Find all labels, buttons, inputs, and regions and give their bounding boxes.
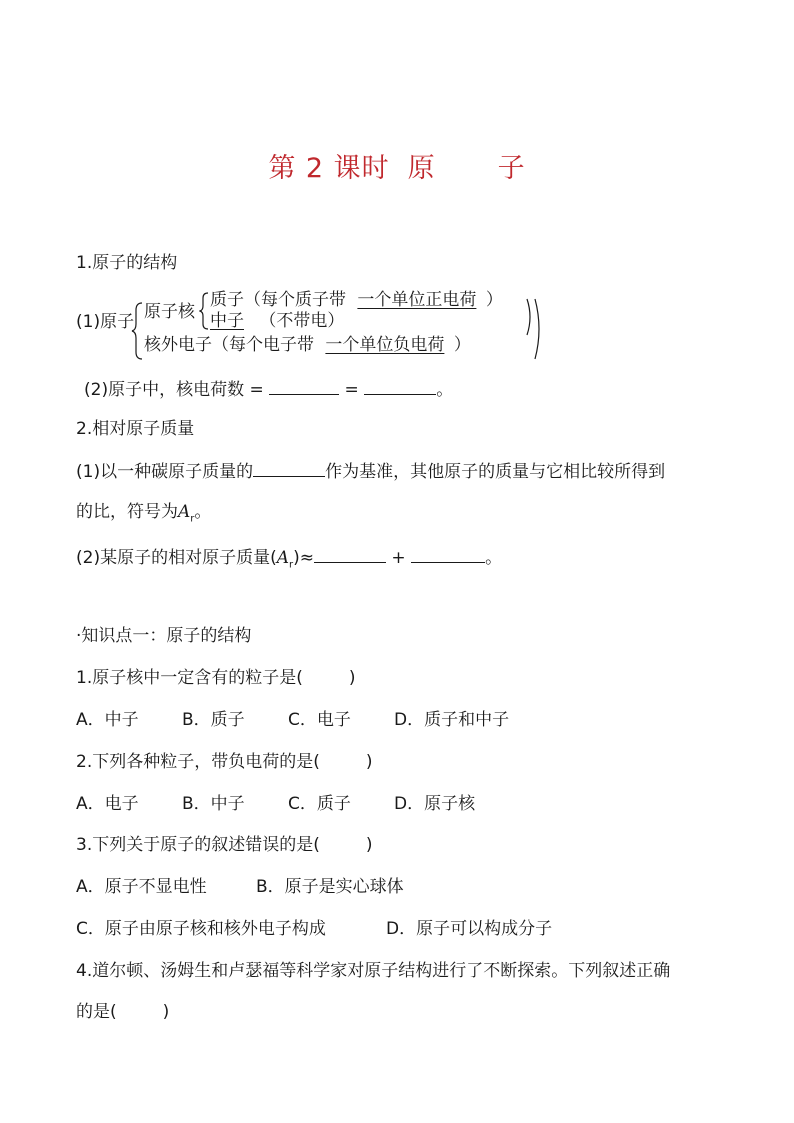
relative-mass-approx-line: [76, 548, 502, 570]
relative-mass-text1: (1)以一种碳原子质量的: [76, 462, 254, 482]
option-c[interactable]: C．电子: [288, 710, 351, 730]
symbol-sub: r: [190, 513, 195, 525]
neutron-line: [210, 313, 344, 330]
title-part1: 第 2 课时: [268, 153, 390, 184]
option-c[interactable]: C．原子由原子核和核外电子构成: [76, 919, 326, 939]
electron-text: 核外电子（每个电子带: [144, 335, 314, 355]
answer-blank[interactable]: [314, 548, 386, 563]
neutron-answer: 中子: [210, 311, 244, 331]
relative-mass-line2: [76, 504, 211, 524]
nucleus-label: 原子核: [144, 302, 195, 322]
nuclear-charge-line: [84, 380, 453, 399]
atom-label: (1)原子: [76, 312, 135, 332]
option-d[interactable]: D．原子核: [394, 794, 476, 814]
option-a[interactable]: A．电子: [76, 794, 139, 814]
question-stem: [76, 670, 356, 687]
nuclear-charge-text: (2)原子中，核电荷数 =: [84, 380, 264, 400]
relative-mass-text2: 作为基准，其他原子的质量与它相比较所得到: [325, 462, 666, 482]
question-text: 3.下列关于原子的叙述错误的是(: [76, 835, 320, 855]
option-a[interactable]: A．中子: [76, 710, 139, 730]
title-part3: 子: [497, 153, 526, 184]
close-paren: ): [365, 835, 373, 855]
option-b[interactable]: B．质子: [182, 710, 245, 730]
title-part2: 原: [407, 153, 436, 184]
period: 。: [436, 380, 454, 400]
option-d[interactable]: D．质子和中子: [394, 710, 510, 730]
question-options: [76, 712, 509, 729]
equals-sign: =: [344, 380, 359, 400]
option-b[interactable]: B．中子: [182, 794, 245, 814]
option-a[interactable]: A．原子不显电性: [76, 877, 207, 897]
approx-sign: )≈: [293, 548, 315, 568]
question-text: 1.原子核中一定含有的粒子是(: [76, 668, 303, 688]
relative-mass-line1: [76, 462, 665, 481]
relative-mass-text3: 的比，符号为: [76, 502, 178, 522]
plus-sign: +: [391, 548, 406, 568]
symbol-a: A: [276, 548, 289, 568]
question-options: [76, 879, 404, 896]
relative-mass-approx-text: (2)某原子的相对原子质量(: [76, 548, 277, 568]
right-paren-outer: [533, 298, 545, 360]
question-text: 的是(: [76, 1002, 117, 1022]
option-b[interactable]: B．原子是实心球体: [256, 877, 404, 897]
answer-blank[interactable]: [253, 462, 325, 477]
inner-left-brace: [199, 292, 209, 330]
period: 。: [485, 548, 503, 568]
symbol-a: A: [178, 502, 191, 522]
proton-end: ）: [485, 290, 503, 310]
period: 。: [194, 502, 212, 522]
option-d[interactable]: D．原子可以构成分子: [386, 919, 553, 939]
proton-text: 质子（每个质子带: [210, 290, 346, 310]
proton-line: [210, 292, 503, 309]
close-paren: ): [348, 668, 356, 688]
neutron-text: （不带电）: [259, 311, 345, 331]
page-title: [0, 155, 794, 182]
question-options: [76, 796, 475, 813]
close-paren: ): [162, 1002, 170, 1022]
option-c[interactable]: C．质子: [288, 794, 351, 814]
electron-line: [144, 337, 471, 354]
question-options: [76, 921, 552, 938]
question-stem: [76, 754, 373, 771]
symbol-sub: r: [289, 559, 294, 571]
proton-charge-answer: 一个单位正电荷: [357, 290, 477, 310]
knowledge-heading: ·知识点一：原子的结构: [76, 626, 252, 646]
question-stem-cont: [76, 1004, 169, 1021]
section-heading-structure: 1.原子的结构: [76, 253, 178, 273]
answer-blank[interactable]: [411, 548, 485, 563]
question-stem: 4.道尔顿、汤姆生和卢瑟福等科学家对原子结构进行了不断探索。下列叙述正确: [76, 961, 671, 981]
answer-blank[interactable]: [269, 380, 339, 395]
question-stem: [76, 837, 373, 854]
question-text: 2.下列各种粒子，带负电荷的是(: [76, 752, 320, 772]
electron-charge-answer: 一个单位负电荷: [325, 335, 445, 355]
electron-end: ）: [453, 335, 471, 355]
outer-left-brace: [131, 302, 143, 360]
section-heading-relative-mass: 2.相对原子质量: [76, 419, 195, 439]
close-paren: ): [365, 752, 373, 772]
answer-blank[interactable]: [364, 380, 436, 395]
